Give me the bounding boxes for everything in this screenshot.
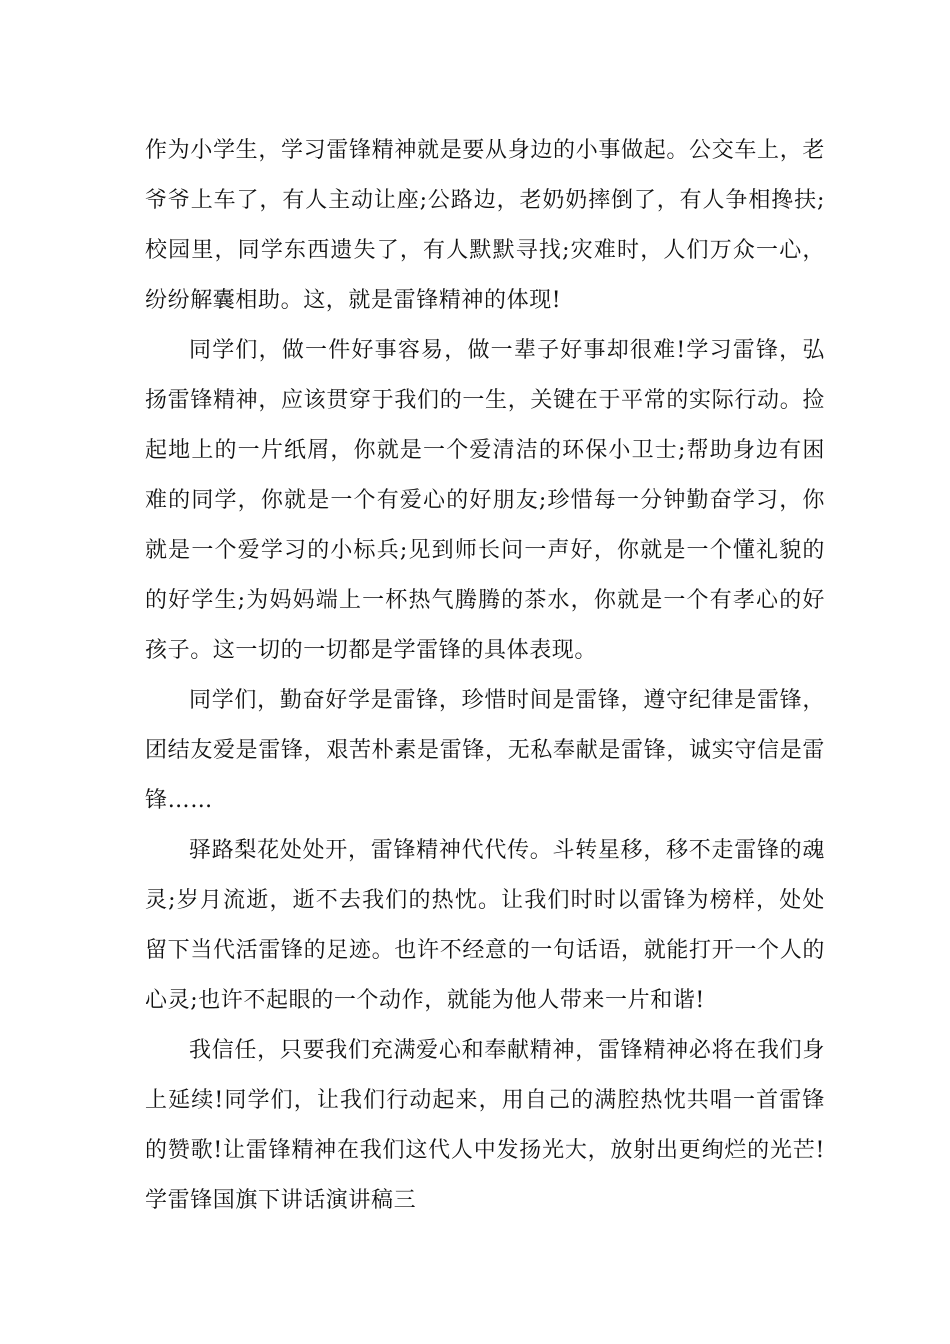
paragraph-1: 作为小学生，学习雷锋精神就是要从身边的小事做起。公交车上，老爷爷上车了，有人主动让座;公路边，老奶奶摔倒了，有人争相搀扶;校园里，同学东西遗失了，有人默默寻找;灾难时，人们万众一心，纷纷解囊相助。这，就是雷锋精神的体现!	[145, 138, 825, 313]
document-body	[145, 126, 825, 1226]
paragraph-3: 同学们，勤奋好学是雷锋，珍惜时间是雷锋，遵守纪律是雷锋，团结友爱是雷锋，艰苦朴素是雷锋，无私奉献是雷锋，诚实守信是雷锋……	[145, 688, 825, 813]
paragraph-4: 驿路梨花处处开，雷锋精神代代传。斗转星移，移不走雷锋的魂灵;岁月流逝，逝不去我们的热忱。让我们时时以雷锋为榜样，处处留下当代活雷锋的足迹。也许不经意的一句话语，就能打开一个人的心灵;也许不起眼的一个动作，就能为他人带来一片和谐!	[145, 838, 825, 1013]
paragraph-2: 同学们，做一件好事容易，做一辈子好事却很难!学习雷锋，弘扬雷锋精神，应该贯穿于我们的一生，关键在于平常的实际行动。捡起地上的一片纸屑，你就是一个爱清洁的环保小卫士;帮助身边有困难的同学，你就是一个有爱心的好朋友;珍惜每一分钟勤奋学习，你就是一个爱学习的小标兵;见到师长问一声好，你就是一个懂礼貌的的好学生;为妈妈端上一杯热气腾腾的茶水，你就是一个有孝心的好孩子。这一切的一切都是学雷锋的具体表现。	[145, 338, 825, 663]
paragraph-5: 我信任，只要我们充满爱心和奉献精神，雷锋精神必将在我们身上延续!同学们，让我们行动起来，用自己的满腔热忱共唱一首雷锋的赞歌!让雷锋精神在我们这代人中发扬光大，放射出更绚烂的光芒!学雷锋国旗下讲话演讲稿三	[145, 1038, 825, 1213]
